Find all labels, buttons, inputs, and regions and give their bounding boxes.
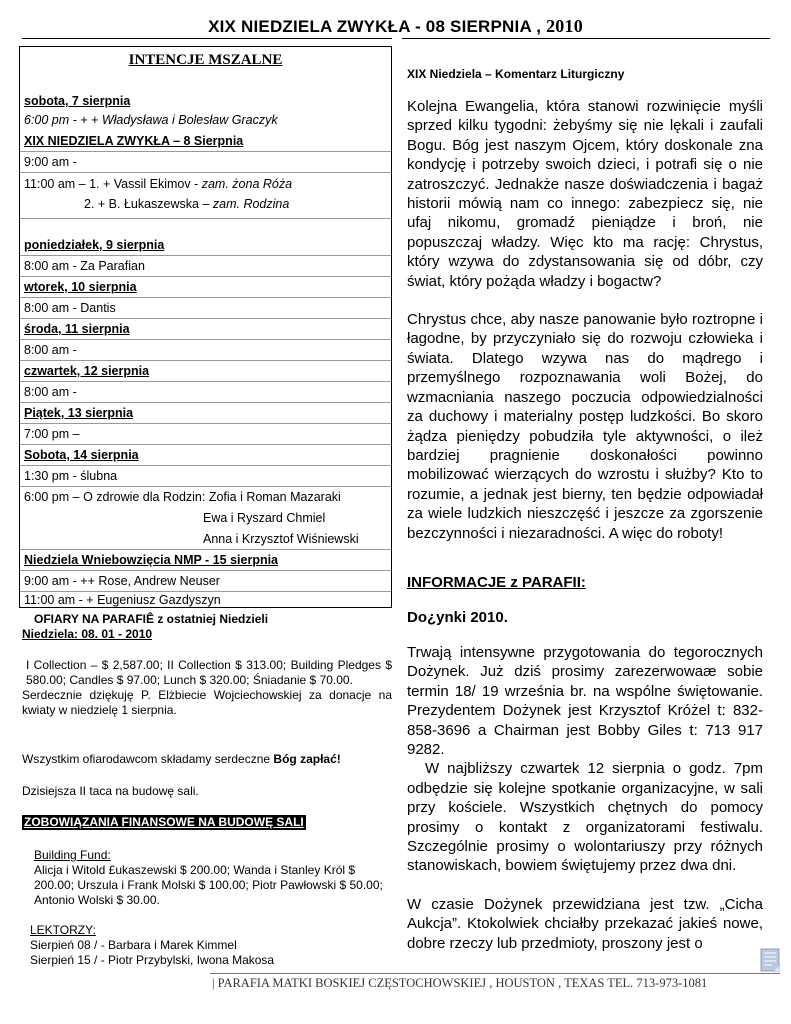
intention-entry: 9:00 am -: [24, 155, 77, 169]
intention-day: Sobota, 14 sierpnia: [24, 448, 139, 462]
intention-divider: [20, 218, 391, 219]
intention-divider: [20, 549, 391, 550]
intention-entry: 8:00 am -: [24, 385, 77, 399]
bulletin-title-year: 2010: [546, 16, 583, 36]
intention-divider: [20, 570, 391, 571]
parish-info-section: [407, 574, 763, 953]
intention-divider: [20, 339, 391, 340]
intention-day: Piątek, 13 sierpnia: [24, 406, 134, 420]
intention-divider: [20, 151, 391, 152]
parish-info-paragraph: Trwają intensywne przygotowania do tegorocznych Dożynek. Już dziś prosimy zarezerwowaæ sobie termin 18/ 19 września br. na wspólne świętowanie. Prezydentem Dożynek jest Krzysztof Króżel t: 832-858-3696 a Chairman jest Bobby Giles t: 713 917 9282.: [407, 644, 763, 759]
intention-divider: [20, 423, 391, 424]
intention-day: środa, 11 sierpnia: [24, 322, 130, 336]
title-divider-right: [402, 38, 770, 39]
intention-entry: 6:00 pm – O zdrowie dla Rodzin: Zofia i Roman Mazaraki: [24, 490, 341, 504]
commentary-paragraph: Kolejna Ewangelia, która stanowi rozwinięcie myśli sprzed kilku tygodni: żebyśmy się nie lękali i zaufali Bogu. Bóg jest naszym Ojcem, który doskonale zna kondycję i potrzeby swoich dzieci, i potrafi się o nie zatroszczyć. Jednakże nasze doświadczenia i bagaż historii mówią nam co innego: zabezpiecz się, nie ufaj nikomu, gromadź pieniądze i broń, nie popuszczaj władzy. Więc kto ma rację: Chrystus, który wzywa do zdystansowania się od dóbr, czy świat, który pożąda władzy i bogactw?: [407, 98, 763, 290]
footer-divider: [210, 973, 780, 974]
commentary-heading: XIX Niedziela – Komentarz Liturgiczny: [407, 67, 625, 81]
dozynki-heading: Do¿ynki 2010.: [407, 609, 508, 626]
intention-divider: [20, 255, 391, 256]
donors-text: Wszystkim ofiarodawcom składamy serdeczne: [22, 752, 274, 766]
intention-divider: [20, 360, 391, 361]
bulletin-title-main: XIX NIEDZIELA ZWYKŁA - 08 SIERPNIA ,: [208, 17, 542, 36]
intention-divider: [20, 465, 391, 466]
building-banner: ZOBOWIĄZANIA FINANSOWE NA BUDOWĘ SALI: [24, 815, 304, 829]
intention-entry: 9:00 am - ++ Rose, Andrew Neuser: [24, 574, 220, 588]
donors-thanks: Bóg zapłać!: [273, 752, 341, 766]
bulletin-title: [0, 16, 791, 37]
lector-row: Sierpień 08 / - Barbara i Marek Kimmel: [30, 938, 237, 952]
intention-entry: 6:00 pm - + + Władysława i Bolesław Graczyk: [24, 113, 278, 127]
title-divider-left: [22, 38, 392, 39]
intention-divider: [20, 276, 391, 277]
intention-entry: 8:00 am -: [24, 343, 77, 357]
collections-text: I Collection – $ 2,587.00; II Collection $ 313.00; Building Pledges $ 580.00; Candles $ 97.00; Lunch $ 320.00; Śniadanie $ 70.00.: [26, 658, 392, 687]
building-fund-text: Alicja i Witold £ukaszewski $ 200.00; Wanda i Stanley Król $ 200.00; Urszula i Frank Molski $ 100.00; Piotr Pawłowski $ 50.00; Antonio Wolski $ 30.00.: [34, 863, 383, 907]
intention-entry: 2. + B. Łukaszewska – zam. Rodzina: [84, 197, 290, 211]
intention-divider: [20, 318, 391, 319]
intention-entry: 1:30 pm - ślubna: [24, 469, 118, 483]
offerings-section: [22, 612, 392, 642]
intention-day: Niedziela Wniebowzięcia NMP - 15 sierpnia: [24, 553, 279, 567]
footer: | PARAFIA MATKI BOSKIEJ CZĘSTOCHOWSKIEJ , HOUSTON , TEXAS TEL. 713-973-1081: [212, 976, 708, 990]
lectors-heading: LEKTORZY:: [30, 923, 96, 937]
intention-day: poniedziałek, 9 sierpnia: [24, 238, 165, 252]
intention-divider: [20, 486, 391, 487]
parish-info-paragraph: W czasie Dożynek przewidziana jest tzw. „Cicha Aukcja”. Ktokolwiek chciałby przekazać jakieś nowe, dobre rzeczy lub przedmioty, proszony jest o: [407, 895, 763, 952]
offerings-heading: OFIARY NA PARAFIÊ z ostatniej Niedzieli: [34, 612, 269, 626]
page-curl-icon: [760, 947, 782, 973]
lector-row: Sierpień 15 / - Piotr Przybylski, Iwona Makosa: [30, 953, 275, 967]
intention-entry: Anna i Krzysztof Wiśniewski: [203, 532, 359, 546]
intention-divider: [20, 444, 391, 445]
intention-entry: 11:00 am – 1. + Vassil Ekimov - zam. żona Róża: [24, 177, 293, 191]
intention-divider: [20, 297, 391, 298]
commentary-section: [407, 67, 763, 543]
intention-divider: [20, 402, 391, 403]
building-fund-label: Building Fund:: [34, 848, 111, 862]
intention-day: XIX NIEDZIELA ZWYKŁA – 8 Sierpnia: [24, 134, 244, 148]
intention-divider: [20, 172, 391, 173]
mass-intentions-header: INTENCJE MSZALNE: [128, 52, 283, 68]
intention-day: sobota, 7 sierpnia: [24, 94, 131, 108]
intention-entry: 7:00 pm –: [24, 427, 80, 441]
intention-entry: 8:00 am - Dantis: [24, 301, 116, 315]
building-banner-row: [22, 815, 392, 830]
intention-entry: 11:00 am - + Eugeniusz Gazdyszyn: [24, 593, 221, 607]
intention-entry: 8:00 am - Za Parafian: [24, 259, 145, 273]
building-fund: [34, 848, 390, 908]
intention-day: wtorek, 10 sierpnia: [24, 280, 137, 294]
second-tray: Dzisiejsza II taca na budowę sali.: [22, 784, 199, 798]
offerings-details: [22, 658, 392, 718]
donors-line: [22, 752, 392, 767]
offerings-date: Niedziela: 08. 01 - 2010: [22, 627, 153, 641]
intention-entry: Ewa i Ryszard Chmiel: [203, 511, 326, 525]
thanks-text: Serdecznie dziękuję P. Elżbiecie Wojciechowskiej za donacje na kwiaty w niedzielę 1 sierpnia.: [22, 688, 392, 717]
lectors-section: [30, 923, 400, 968]
commentary-paragraph: Chrystus chce, aby nasze panowanie było roztropne i łagodne, by przyczyniało się do rozwoju człowieka i świata. Dlatego wzywa nas do mądrego i przemyślnego rozpoznawania woli Bożej, do wzmacniania naszego poczucia odpowiedzialności za duchowy i materialny postęp ludzkości. Bo skoro żądza pieniędzy pobudziła tyle aktywności, o ileż bardziej pragnienie doskonałości powinno mobilizować wierzących do wzrostu i służby? Kto to rozumie, a jednak jest bierny, ten będzie odpowiadał za wiele ludzkich nieszczęść i jeszcze za zgorszenie bezczynności i niezaradności. A więc do roboty!: [407, 311, 763, 542]
parish-info-paragraph: W najbliższy czwartek 12 sierpnia o godz. 7pm odbędzie się kolejne spotkanie organizacyjne, w sali przy kościele. Wszystkich chętnych do pomocy prosimy o kontakt z organizatorami festiwalu. Szczególnie prosimy o wolontariuszy przy różnych stanowiskach, bowiem świętujemy przez dwa dni.: [407, 760, 763, 875]
intention-divider: [20, 381, 391, 382]
parish-info-heading: INFORMACJE z PARAFII:: [407, 574, 586, 591]
intention-day: czwartek, 12 sierpnia: [24, 364, 150, 378]
footer-text: PARAFIA MATKI BOSKIEJ CZĘSTOCHOWSKIEJ , HOUSTON , TEXAS TEL. 713-973-1081: [217, 976, 708, 990]
mass-intentions-box: [19, 46, 392, 608]
